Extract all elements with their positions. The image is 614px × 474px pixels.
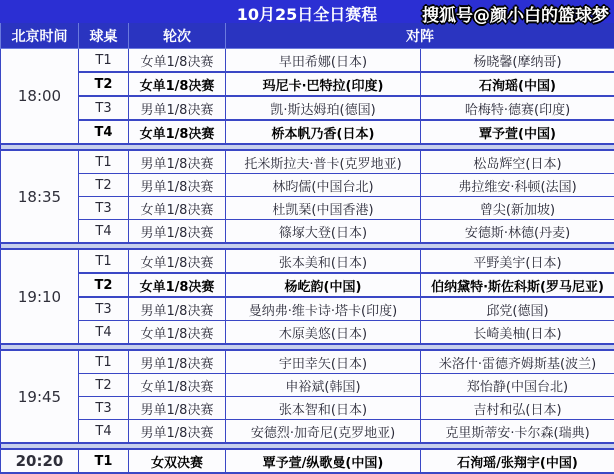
player-left: 篠塚大登(日本) <box>226 220 421 244</box>
round-label: 男单1/8决赛 <box>129 420 226 444</box>
player-right: 克里斯蒂安·卡尔森(瑞典) <box>421 420 614 444</box>
table-row <box>1 374 614 397</box>
player-left: 木原美悠(日本) <box>226 321 421 345</box>
player-right: 哈梅特·德赛(印度) <box>421 96 614 120</box>
table-number: T3 <box>79 197 129 220</box>
player-left: 申裕斌(韩国) <box>226 374 421 397</box>
player-left: 覃予萱/纵歌曼(中国) <box>226 449 421 473</box>
round-label: 男单1/8决赛 <box>129 220 226 244</box>
table-row <box>1 420 614 444</box>
player-right: 米洛什·雷德齐姆斯基(波兰) <box>421 350 614 374</box>
table-row <box>1 120 614 144</box>
round-label: 女双决赛 <box>129 449 226 473</box>
table-number: T4 <box>79 420 129 444</box>
col-header-table: 球桌 <box>79 23 129 49</box>
player-left: 桥本帆乃香(日本) <box>226 120 421 144</box>
player-right: 郑怡静(中国台北) <box>421 374 614 397</box>
round-label: 女单1/8决赛 <box>129 72 226 96</box>
table-row <box>1 49 614 73</box>
player-right: 曾尖(新加坡) <box>421 197 614 220</box>
table-row <box>1 397 614 420</box>
time-cell: 19:10 <box>1 249 79 344</box>
table-number: T2 <box>79 72 129 96</box>
table-row <box>1 449 614 473</box>
table-row <box>1 150 614 174</box>
player-right: 伯纳黛特·斯佐科斯(罗马尼亚) <box>421 273 614 297</box>
round-label: 男单1/8决赛 <box>129 350 226 374</box>
player-right: 安德斯·林德(丹麦) <box>421 220 614 244</box>
page-title: 10月25日全日赛程 <box>237 2 378 25</box>
table-row <box>1 174 614 197</box>
round-label: 男单1/8决赛 <box>129 397 226 420</box>
round-label: 男单1/8决赛 <box>129 297 226 321</box>
player-right: 杨晓馨(摩纳哥) <box>421 49 614 73</box>
player-left: 凯·斯达姆珀(德国) <box>226 96 421 120</box>
round-label: 女单1/8决赛 <box>129 321 226 345</box>
player-left: 张本美和(日本) <box>226 249 421 273</box>
col-header-matchup: 对阵 <box>226 23 614 49</box>
table-row <box>1 249 614 273</box>
table-number: T4 <box>79 321 129 345</box>
table-number: T3 <box>79 297 129 321</box>
time-cell: 20:20 <box>1 449 79 473</box>
table-row <box>1 220 614 244</box>
round-label: 女单1/8决赛 <box>129 249 226 273</box>
table-row <box>1 197 614 220</box>
table-header <box>1 23 614 49</box>
player-right: 松岛辉空(日本) <box>421 150 614 174</box>
player-left: 张本智和(日本) <box>226 397 421 420</box>
table-number: T1 <box>79 449 129 473</box>
table-number: T3 <box>79 96 129 120</box>
player-left: 安德烈·加奇尼(克罗地亚) <box>226 420 421 444</box>
player-right: 长崎美柚(日本) <box>421 321 614 345</box>
round-label: 男单1/8决赛 <box>129 150 226 174</box>
table-number: T4 <box>79 120 129 144</box>
player-right: 石洵瑶/张翔宇(中国) <box>421 449 614 473</box>
table-number: T1 <box>79 150 129 174</box>
player-left: 早田希娜(日本) <box>226 49 421 73</box>
table-number: T1 <box>79 49 129 73</box>
player-left: 宇田幸矢(日本) <box>226 350 421 374</box>
watermark: 搜狐号@颜小白的篮球梦 <box>422 1 609 26</box>
header-row <box>1 23 614 49</box>
table-number: T3 <box>79 397 129 420</box>
player-right: 弗拉维安·科顿(法国) <box>421 174 614 197</box>
table-number: T1 <box>79 249 129 273</box>
table-row <box>1 273 614 297</box>
player-right: 邱党(德国) <box>421 297 614 321</box>
schedule-table <box>0 23 614 474</box>
table-row <box>1 96 614 120</box>
col-header-round: 轮次 <box>129 23 226 49</box>
player-left: 杨屹韵(中国) <box>226 273 421 297</box>
time-cell: 19:45 <box>1 350 79 443</box>
player-right: 吉村和弘(日本) <box>421 397 614 420</box>
table-number: T2 <box>79 273 129 297</box>
time-cell: 18:35 <box>1 150 79 243</box>
title-bar <box>0 0 614 23</box>
round-label: 女单1/8决赛 <box>129 197 226 220</box>
round-label: 女单1/8决赛 <box>129 273 226 297</box>
player-right: 平野美宇(日本) <box>421 249 614 273</box>
table-number: T4 <box>79 220 129 244</box>
player-left: 玛尼卡·巴特拉(印度) <box>226 72 421 96</box>
table-number: T2 <box>79 174 129 197</box>
player-right: 覃予萱(中国) <box>421 120 614 144</box>
round-label: 女单1/8决赛 <box>129 374 226 397</box>
table-number: T1 <box>79 350 129 374</box>
time-cell: 18:00 <box>1 49 79 145</box>
player-left: 林昀儒(中国台北) <box>226 174 421 197</box>
col-header-time: 北京时间 <box>1 23 79 49</box>
table-number: T2 <box>79 374 129 397</box>
player-left: 杜凯琹(中国香港) <box>226 197 421 220</box>
player-left: 曼纳弗·维卡诗·塔卡(印度) <box>226 297 421 321</box>
table-row <box>1 297 614 321</box>
player-right: 石洵瑶(中国) <box>421 72 614 96</box>
round-label: 女单1/8决赛 <box>129 49 226 73</box>
table-row <box>1 321 614 345</box>
round-label: 男单1/8决赛 <box>129 96 226 120</box>
round-label: 女单1/8决赛 <box>129 120 226 144</box>
table-row <box>1 72 614 96</box>
player-left: 托米斯拉夫·普卡(克罗地亚) <box>226 150 421 174</box>
table-row <box>1 350 614 374</box>
round-label: 男单1/8决赛 <box>129 174 226 197</box>
